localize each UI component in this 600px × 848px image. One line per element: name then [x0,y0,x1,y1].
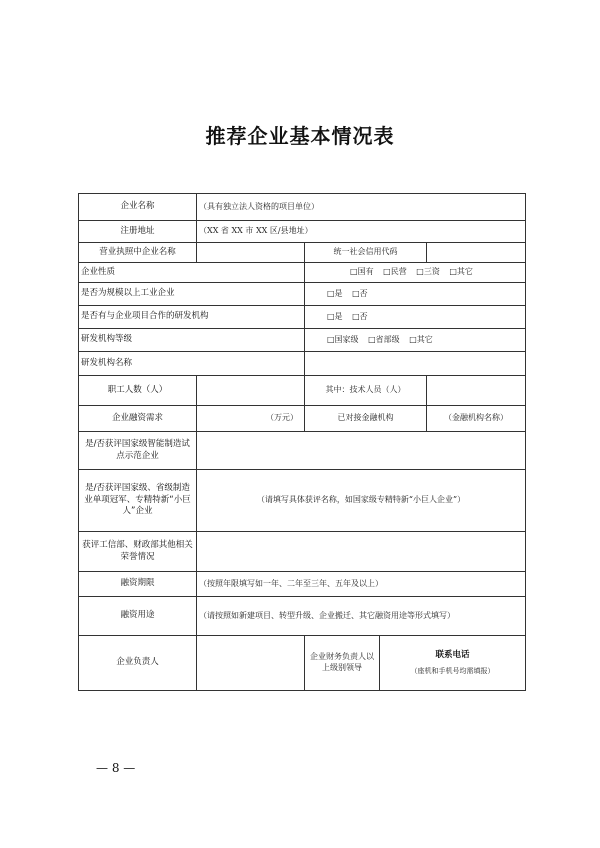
nature-options [305,263,526,283]
credit-code-field[interactable] [427,243,526,263]
row-address [79,221,526,243]
rd-level-option-national[interactable]: □国家级 [327,334,359,344]
contact-label: 企业负责人 [79,636,197,691]
row-champion [79,470,526,532]
rd-name-field[interactable] [305,352,526,376]
smart-demo-label: 是/否获评国家级智能制造试点示范企业 [79,432,197,470]
form-title: 推荐企业基本情况表 [205,124,395,148]
row-usage [79,597,526,636]
row-financing-need [79,406,526,432]
rd-partner-options [305,306,526,329]
row-term [79,572,526,597]
nature-option-private[interactable]: □民营 [383,267,407,277]
row-rd-level [79,329,526,352]
finance-leader-label: 企业财务负责人以上级别领导 [305,636,380,691]
rd-level-option-provincial[interactable]: □省部级 [368,334,400,344]
rd-level-label: 研发机构等级 [79,329,305,352]
scale-option-no[interactable]: □否 [352,288,368,298]
license-name-field[interactable] [197,243,305,263]
scale-label: 是否为规模以上工业企业 [79,283,305,306]
rd-level-options [305,329,526,352]
enterprise-info-table [78,193,526,691]
address-field[interactable]: （XX 省 XX 市 XX 区/县地址） [197,221,526,243]
company-name-label: 企业名称 [79,194,197,221]
company-name-field[interactable]: （具有独立法人资格的项目单位） [197,194,526,221]
institution-name-field[interactable]: （金融机构名称） [427,406,526,432]
rd-partner-label: 是否有与企业项目合作的研发机构 [79,306,305,329]
financing-need-label: 企业融资需求 [79,406,197,432]
contact-person-field[interactable] [197,636,305,691]
other-honors-label: 获评工信部、财政部其他相关荣誉情况 [79,532,197,572]
term-field[interactable]: （按照年限填写如一年、二年至三年、五年及以上） [197,572,526,597]
row-rd-name [79,352,526,376]
row-other-honors [79,532,526,572]
row-staff [79,376,526,406]
scale-option-yes[interactable]: □是 [327,288,343,298]
phone-hint: （座机和手机号均需填报） [410,667,495,676]
other-honors-field[interactable] [197,532,526,572]
row-nature [79,263,526,283]
usage-field[interactable]: （请按照如新建项目、转型升级、企业搬迁、其它融资用途等形式填写） [197,597,526,636]
rd-level-option-other[interactable]: □其它 [409,334,433,344]
phone-label: 联系电话 [435,649,470,660]
usage-label: 融资用途 [79,597,197,636]
page-number: — 8 — [96,761,136,775]
financing-amount-field[interactable]: （万元） [197,406,305,432]
rd-name-label: 研发机构名称 [79,352,305,376]
address-label: 注册地址 [79,221,197,243]
term-label: 融资期限 [79,572,197,597]
nature-option-foreign[interactable]: □三资 [416,267,440,277]
connected-institution-label: 已对接金融机构 [305,406,427,432]
tech-staff-label: 其中：技术人员（人） [305,376,427,406]
champion-label: 是/否获评国家级、省级制造业单项冠军、专精特新“小巨人”企业 [79,470,197,532]
rd-partner-option-no[interactable]: □否 [352,311,368,321]
champion-field[interactable]: （请填写具体获评名称，如国家级专精特新“小巨人企业”） [197,470,526,532]
nature-option-other[interactable]: □其它 [449,267,473,277]
row-license [79,243,526,263]
row-contact [79,636,526,691]
row-scale [79,283,526,306]
row-rd-partner [79,306,526,329]
tech-staff-field[interactable] [427,376,526,406]
license-name-label: 营业执照中企业名称 [79,243,197,263]
scale-options [305,283,526,306]
nature-label: 企业性质 [79,263,305,283]
staff-label: 职工人数（人） [79,376,197,406]
nature-option-state[interactable]: □国有 [350,267,374,277]
credit-code-label: 统一社会信用代码 [305,243,427,263]
row-company-name [79,194,526,221]
row-smart-demo [79,432,526,470]
staff-field[interactable] [197,376,305,406]
smart-demo-field[interactable] [197,432,526,470]
phone-cell[interactable] [380,636,526,691]
rd-partner-option-yes[interactable]: □是 [327,311,343,321]
